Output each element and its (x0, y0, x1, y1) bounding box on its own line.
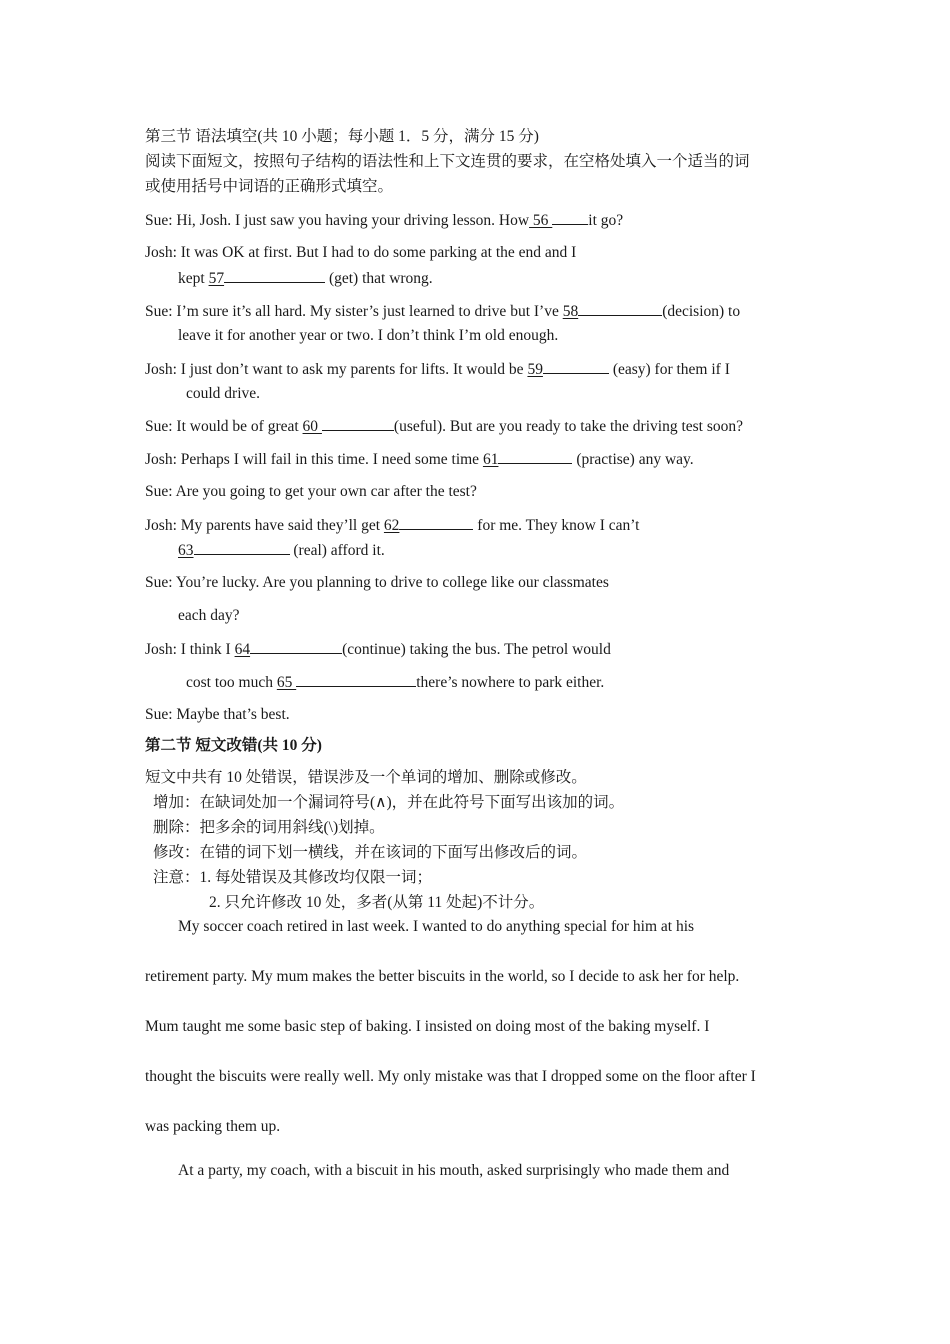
dialogue-line-7: could drive. (186, 385, 261, 402)
dialogue-line-16 (186, 672, 604, 693)
section2-instruction-delete: 删除：把多余的词用斜线(\)划掉。 (153, 819, 385, 836)
passage-line-5: was packing them up. (145, 1118, 281, 1135)
dialogue-text: Sue: I’m sure it’s all hard. My sister’s just learned to drive but I’ve (145, 303, 563, 320)
blank-line (543, 359, 609, 374)
dialogue-line-6 (145, 359, 730, 380)
blank-line (296, 672, 416, 687)
blank-62[interactable]: 62 (383, 517, 400, 534)
dialogue-text: Josh: I just don’t want to ask my parents for lifts. It would be (145, 361, 528, 378)
blank-64[interactable]: 64 (234, 641, 251, 658)
dialogue-line-10: Sue: Are you going to get your own car after the test? (145, 483, 477, 500)
dialogue-line-1 (145, 210, 623, 231)
section2-note-2: 2. 只允许修改 10 处，多者(从第 11 处起)不计分。 (209, 894, 545, 911)
blank-63[interactable]: 63 (178, 542, 194, 559)
section2-title: 第二节 短文改错(共 10 分) (145, 737, 322, 754)
dialogue-text: cost too much (186, 674, 277, 691)
blank-line (552, 210, 588, 225)
dialogue-line-5: leave it for another year or two. I don’t think I’m old enough. (178, 327, 559, 344)
dialogue-line-2: Josh: It was OK at first. But I had to do some parking at the end and I (145, 244, 577, 261)
dialogue-text: (get) that wrong. (325, 270, 433, 287)
dialogue-line-8 (145, 416, 743, 437)
dialogue-text: for me. They know I can’t (473, 517, 640, 534)
dialogue-text: there’s nowhere to park either. (416, 674, 605, 691)
dialogue-line-11 (145, 515, 639, 536)
blank-61[interactable]: 61 (482, 451, 499, 468)
passage-line-6: At a party, my coach, with a biscuit in his mouth, asked surprisingly who made them and (178, 1162, 730, 1179)
blank-65[interactable]: 65 (276, 674, 297, 691)
blank-line (250, 639, 342, 654)
dialogue-line-15 (145, 639, 611, 660)
dialogue-line-4 (145, 301, 740, 322)
blank-56[interactable]: 56 (529, 212, 553, 229)
section3-instruction-1: 阅读下面短文，按照句子结构的语法性和上下文连贯的要求，在空格处填入一个适当的词 (145, 153, 750, 170)
blank-59[interactable]: 59 (527, 361, 543, 378)
dialogue-text: it go? (588, 212, 624, 229)
dialogue-text: Sue: It would be of great (145, 418, 303, 435)
dialogue-line-14: each day? (178, 607, 240, 624)
dialogue-line-9 (145, 449, 694, 470)
blank-57[interactable]: 57 (208, 270, 225, 287)
blank-line (322, 416, 394, 431)
dialogue-text: kept (178, 270, 209, 287)
dialogue-text: (practise) any way. (572, 451, 694, 468)
dialogue-text: (decision) to (662, 303, 741, 320)
section3-title: 第三节 语法填空(共 10 小题；每小题 1．5 分，满分 15 分) (145, 128, 539, 145)
blank-58[interactable]: 58 (562, 303, 579, 320)
dialogue-line-13: Sue: You’re lucky. Are you planning to drive to college like our classmates (145, 574, 609, 591)
dialogue-line-12 (178, 540, 385, 561)
blank-line (194, 540, 290, 555)
passage-line-4: thought the biscuits were really well. My only mistake was that I dropped some on the floor after I (145, 1068, 756, 1085)
dialogue-text: (easy) for them if I (608, 361, 730, 378)
blank-line (578, 301, 662, 316)
blank-60[interactable]: 60 (302, 418, 322, 435)
dialogue-text: Sue: Hi, Josh. I just saw you having your driving lesson. How (145, 212, 530, 229)
blank-line (224, 268, 325, 283)
section2-instruction-add: 增加：在缺词处加一个漏词符号(∧)，并在此符号下面写出该加的词。 (153, 794, 625, 811)
dialogue-text: Josh: I think I (145, 641, 235, 658)
passage-line-2: retirement party. My mum makes the better biscuits in the world, so I decide to ask her for help. (145, 968, 740, 985)
dialogue-text: Josh: My parents have said they’ll get (145, 517, 384, 534)
section2-instruction-modify: 修改：在错的词下划一横线，并在该词的下面写出修改后的词。 (153, 844, 588, 861)
dialogue-line-3 (178, 268, 433, 289)
blank-line (498, 449, 572, 464)
dialogue-text: (real) afford it. (289, 542, 385, 559)
dialogue-line-17: Sue: Maybe that’s best. (145, 706, 290, 723)
section2-note-1: 注意：1. 每处错误及其修改均仅限一词； (153, 869, 433, 886)
blank-line (399, 515, 473, 530)
section3-instruction-2: 或使用括号中词语的正确形式填空。 (145, 178, 394, 195)
dialogue-text: (useful). But are you ready to take the driving test soon? (393, 418, 744, 435)
passage-line-3: Mum taught me some basic step of baking. I insisted on doing most of the baking myself. I (145, 1018, 710, 1035)
dialogue-text: (continue) taking the bus. The petrol would (342, 641, 611, 658)
passage-line-1: My soccer coach retired in last week. I wanted to do anything special for him at his (178, 918, 695, 935)
dialogue-text: Josh: Perhaps I will fail in this time. I need some time (145, 451, 483, 468)
section2-instruction-1: 短文中共有 10 处错误，错误涉及一个单词的增加、删除或修改。 (145, 769, 587, 786)
